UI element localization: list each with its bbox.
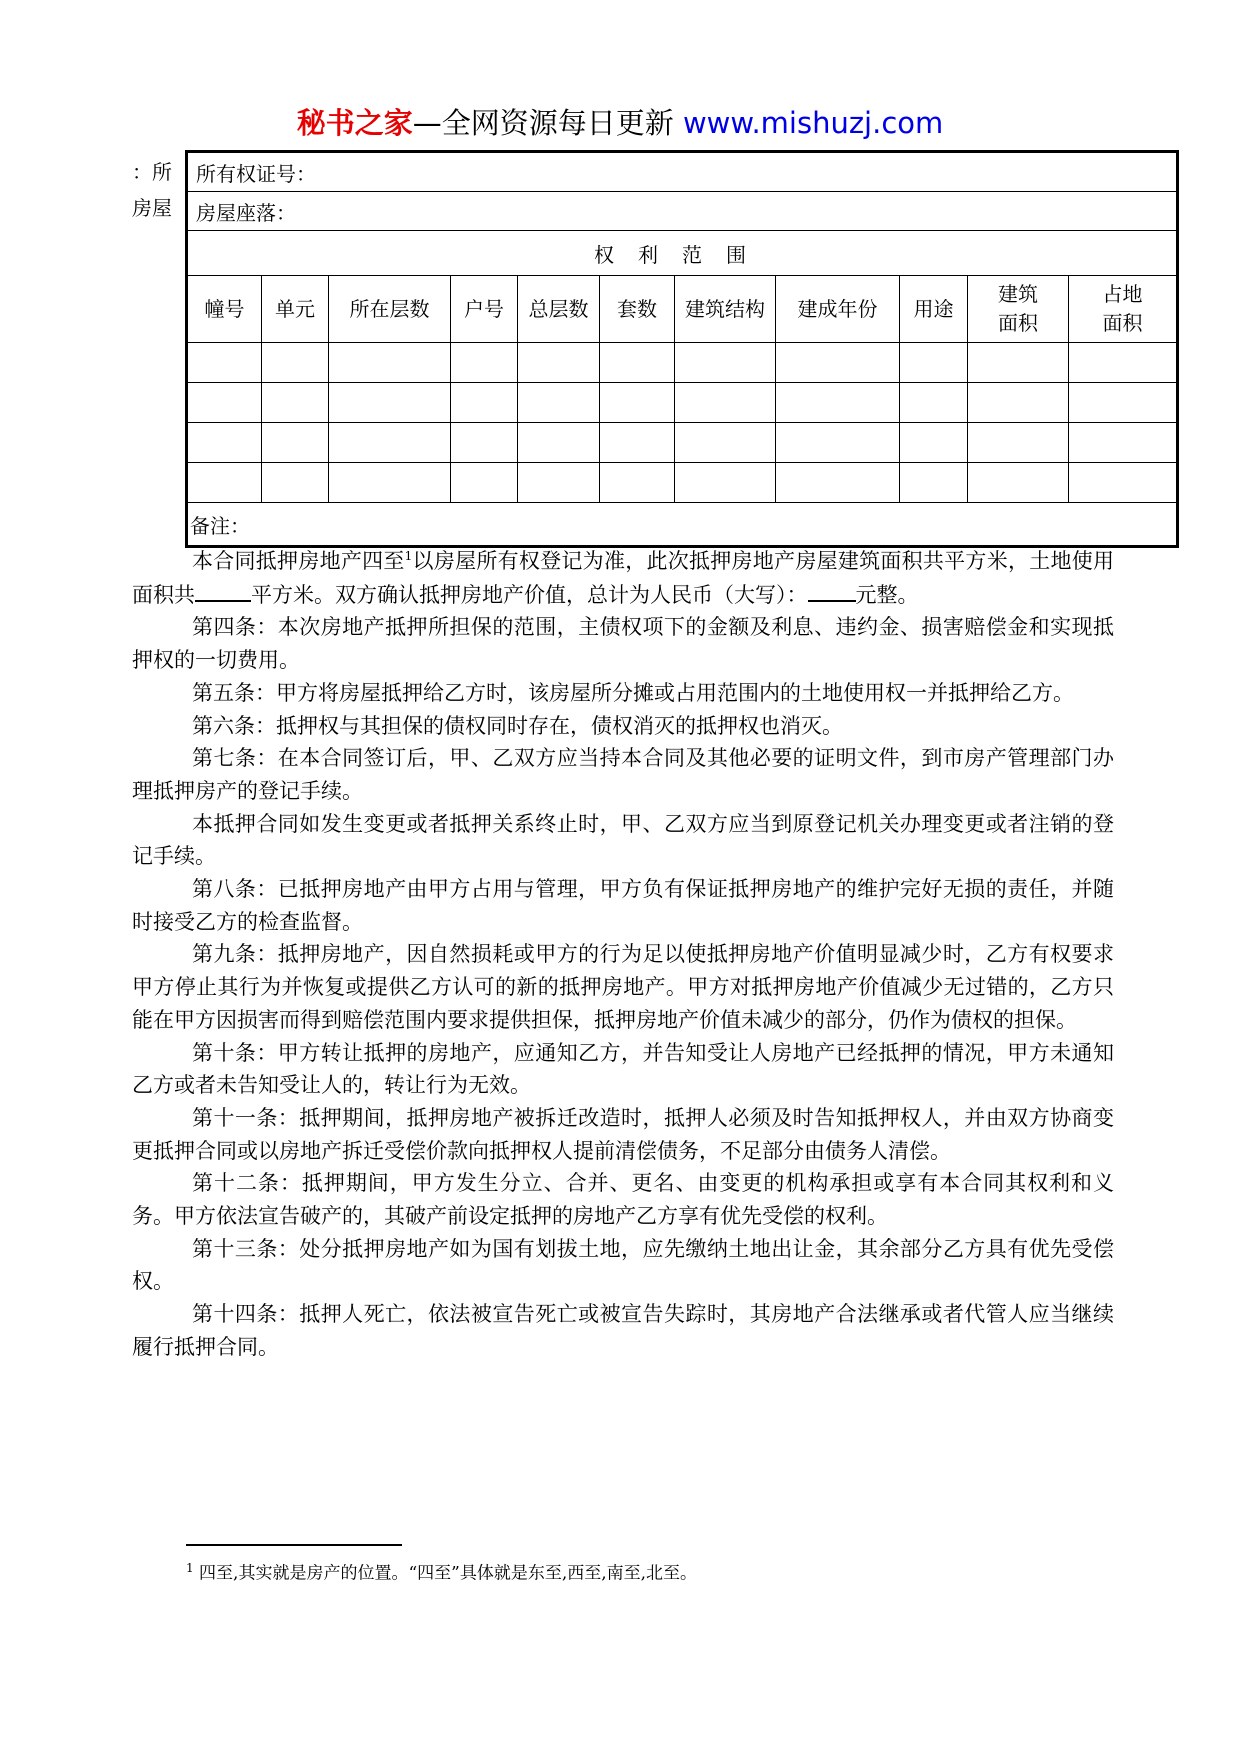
article-8: 第八条：已抵押房地产由甲方占用与管理，甲方负有保证抵押房地产的维护完好无损的责任，并随时接受乙方的检查监督。 bbox=[132, 877, 1114, 934]
table-cell[interactable] bbox=[187, 383, 262, 423]
p1-text-c: 平方米。双方确认抵押房地产价值，总计为人民币（大写）： bbox=[251, 582, 808, 607]
footnote-ref[interactable]: 1 bbox=[404, 549, 413, 563]
table-cell[interactable] bbox=[187, 463, 262, 503]
header-building-area-text: 建筑 面积 bbox=[998, 282, 1038, 335]
land-area-blank[interactable] bbox=[195, 578, 251, 602]
table-cell[interactable] bbox=[187, 423, 262, 463]
article-5: 第五条：甲方将房屋抵押给乙方时，该房屋所分摊或占用范围内的土地使用权一并抵押给乙方。 bbox=[192, 680, 1074, 705]
article-11: 第十一条：抵押期间，抵押房地产被拆迁改造时，抵押人必须及时告知抵押权人，并由双方协商变更抵押合同或以房地产拆迁受偿价款向抵押权人提前清偿债务，不足部分由债务人清偿。 bbox=[132, 1105, 1114, 1163]
table-cell[interactable] bbox=[518, 383, 600, 423]
table-cell[interactable] bbox=[329, 383, 451, 423]
article-13: 第十三条：处分抵押房地产如为国有划拔土地，应先缴纳土地出让金，其余部分乙方具有优先受偿权。 bbox=[132, 1236, 1114, 1294]
table-cell[interactable] bbox=[675, 423, 776, 463]
table-cell[interactable] bbox=[187, 343, 262, 383]
p1-text-a: 本合同抵押房地产四至 bbox=[192, 549, 405, 573]
article-7: 第七条：在本合同签订后，甲、乙双方应当持本合同及其他必要的证明文件，到市房产管理部门办理抵押房产的登记手续。 bbox=[132, 746, 1114, 803]
article-12: 第十二条：抵押期间，甲方发生分立、合并、更名、由变更的机构承担或享有本合同其权利和义务。甲方依法宣告破产的，其破产前设定抵押的房地产乙方享有优先受偿的权利。 bbox=[132, 1171, 1114, 1229]
table-cell[interactable] bbox=[451, 423, 518, 463]
header-land-area bbox=[1069, 276, 1178, 343]
article-9: 第九条：抵押房地产，因自然损耗或甲方的行为足以使抵押房地产价值明显减少时，乙方有权要求甲方停止其行为并恢复或提供乙方认可的新的抵押房地产。甲方对抵押房地产价值减少无过错的，乙方只能在甲方因损害而得到赔偿范围内要求提供担保，抵押房地产价值未减少的部分，仍作为债权的担保。 bbox=[132, 942, 1114, 1032]
table-cell[interactable] bbox=[776, 463, 900, 503]
table-cell[interactable] bbox=[600, 423, 675, 463]
table-cell[interactable] bbox=[900, 423, 968, 463]
p1-text-b: 以房屋所有权登记为准，此次抵押房地产房屋建筑面积共平方米，土地使用面积共 bbox=[132, 549, 1115, 607]
header-floor: 所在层数 bbox=[329, 276, 451, 343]
table-cell[interactable] bbox=[1069, 383, 1178, 423]
table-cell[interactable] bbox=[1069, 423, 1178, 463]
property-table bbox=[185, 150, 1179, 548]
header-structure: 建筑结构 bbox=[675, 276, 776, 343]
banner-url-link[interactable]: www.mishuzj.com bbox=[682, 106, 944, 140]
article-4: 第四条：本次房地产抵押所担保的范围，主债权项下的金额及利息、违约金、损害赔偿金和实现抵押权的一切费用。 bbox=[132, 615, 1114, 673]
location-label: 房屋座落： bbox=[187, 192, 1178, 231]
table-cell[interactable] bbox=[1069, 463, 1178, 503]
table-cell[interactable] bbox=[968, 383, 1069, 423]
article-7-continued: 本抵押合同如发生变更或者抵押关系终止时，甲、乙双方应当到原登记机关办理变更或者注销的登记手续。 bbox=[132, 811, 1114, 869]
table-cell[interactable] bbox=[776, 343, 900, 383]
table-cell[interactable] bbox=[262, 423, 329, 463]
table-row bbox=[187, 423, 1178, 463]
table-cell[interactable] bbox=[675, 383, 776, 423]
remarks-label: 备注： bbox=[187, 503, 1178, 547]
table-cell[interactable] bbox=[776, 423, 900, 463]
table-cell[interactable] bbox=[518, 463, 600, 503]
header-land-area-text: 占地 面积 bbox=[1102, 282, 1143, 335]
table-cell[interactable] bbox=[675, 463, 776, 503]
paragraph-area-value bbox=[132, 540, 1114, 611]
table-cell[interactable] bbox=[776, 383, 900, 423]
table-row bbox=[187, 463, 1178, 503]
table-cell[interactable] bbox=[968, 423, 1069, 463]
table-cell[interactable] bbox=[451, 383, 518, 423]
article-6: 第六条：抵押权与其担保的债权同时存在，债权消灭的抵押权也消灭。 bbox=[192, 713, 843, 738]
table-cell[interactable] bbox=[262, 383, 329, 423]
article-14: 第十四条：抵押人死亡，依法被宣告死亡或被宣告失踪时，其房地产合法继承或者代管人应当继续履行抵押合同。 bbox=[132, 1302, 1114, 1359]
rights-scope-title: 权利范围 bbox=[187, 231, 1178, 276]
p1-text-d: 元整。 bbox=[855, 582, 919, 607]
header-room-no: 户号 bbox=[451, 276, 518, 343]
table-cell[interactable] bbox=[600, 463, 675, 503]
table-cell[interactable] bbox=[329, 423, 451, 463]
table-cell[interactable] bbox=[675, 343, 776, 383]
table-cell[interactable] bbox=[451, 343, 518, 383]
footnote bbox=[186, 1556, 697, 1586]
table-cell[interactable] bbox=[968, 343, 1069, 383]
table-cell[interactable] bbox=[518, 343, 600, 383]
contract-body bbox=[132, 540, 1114, 1364]
header-built-year: 建成年份 bbox=[776, 276, 900, 343]
table-cell[interactable] bbox=[329, 343, 451, 383]
table-cell[interactable] bbox=[518, 423, 600, 463]
table-cell[interactable] bbox=[329, 463, 451, 503]
table-cell[interactable] bbox=[900, 463, 968, 503]
header-sets: 套数 bbox=[600, 276, 675, 343]
article-10: 第十条：甲方转让抵押的房地产，应通知乙方，并告知受让人房地产已经抵押的情况，甲方未通知乙方或者未告知受让人的，转让行为无效。 bbox=[132, 1040, 1114, 1098]
header-unit: 单元 bbox=[262, 276, 329, 343]
cert-number-label: 所有权证号： bbox=[187, 152, 1178, 192]
side-label-bottom: 房屋 bbox=[132, 196, 172, 220]
site-banner bbox=[0, 103, 1240, 143]
table-cell[interactable] bbox=[600, 343, 675, 383]
footnote-mark: 1 bbox=[186, 1561, 194, 1575]
side-label-top: ：所 bbox=[132, 160, 172, 184]
footnote-text: 四至,其实就是房产的位置。“四至”具体就是东至,西至,南至,北至。 bbox=[199, 1563, 698, 1584]
header-total-floors: 总层数 bbox=[518, 276, 600, 343]
banner-subtitle: —全网资源每日更新 bbox=[412, 106, 674, 140]
footnote-divider bbox=[186, 1544, 402, 1546]
table-cell[interactable] bbox=[600, 383, 675, 423]
total-value-blank[interactable] bbox=[808, 578, 856, 602]
table-row bbox=[187, 383, 1178, 423]
banner-brand: 秘书之家 bbox=[296, 106, 413, 140]
table-cell[interactable] bbox=[900, 343, 968, 383]
table-cell[interactable] bbox=[1069, 343, 1178, 383]
header-building-area bbox=[968, 276, 1069, 343]
table-header-row bbox=[187, 276, 1178, 343]
table-cell[interactable] bbox=[968, 463, 1069, 503]
table-cell[interactable] bbox=[262, 463, 329, 503]
table-cell[interactable] bbox=[900, 383, 968, 423]
table-cell[interactable] bbox=[451, 463, 518, 503]
header-building-no: 幢号 bbox=[187, 276, 262, 343]
table-row bbox=[187, 343, 1178, 383]
header-usage: 用途 bbox=[900, 276, 968, 343]
table-cell[interactable] bbox=[262, 343, 329, 383]
